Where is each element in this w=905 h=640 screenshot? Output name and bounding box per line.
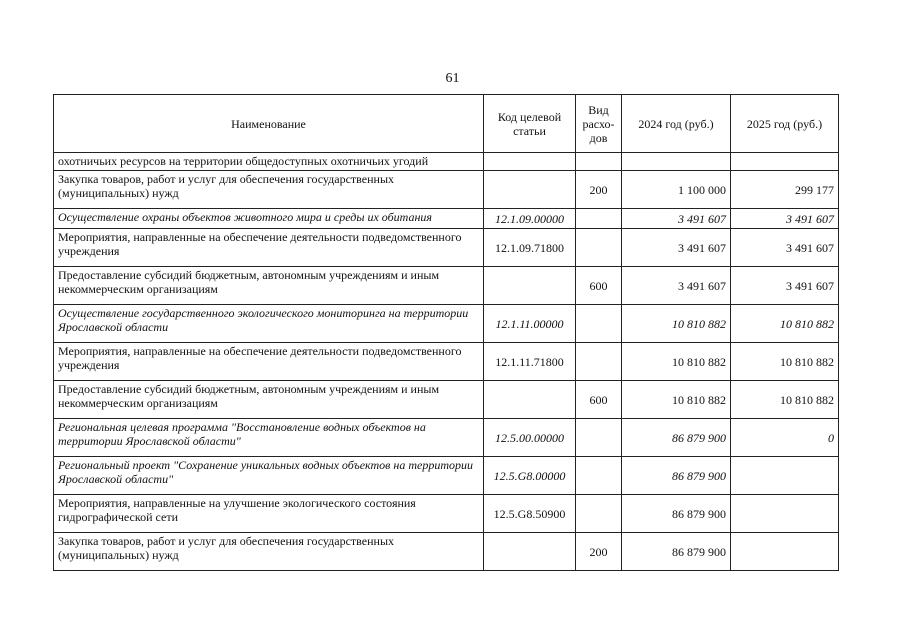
row-name-cell: Мероприятия, направленные на обеспечение деятельности подведомственного учреждения (54, 229, 484, 267)
table-row (54, 419, 839, 457)
header-vid: Вид расхо-дов (576, 95, 622, 153)
row-2025-cell: 10 810 882 (731, 381, 839, 419)
row-2025-cell: 3 491 607 (731, 229, 839, 267)
row-vid-cell (576, 229, 622, 267)
row-vid-cell: 200 (576, 533, 622, 571)
row-2024-cell: 86 879 900 (622, 533, 731, 571)
table-row (54, 229, 839, 267)
table-body (54, 153, 839, 571)
table-row (54, 267, 839, 305)
row-2024-cell: 86 879 900 (622, 495, 731, 533)
table-row (54, 305, 839, 343)
row-name-cell: Предоставление субсидий бюджетным, автономным учреждениям и иным некоммерческим организациям (54, 267, 484, 305)
row-code-cell: 12.1.09.00000 (484, 209, 576, 229)
row-2024-cell: 10 810 882 (622, 381, 731, 419)
row-2024-cell: 10 810 882 (622, 343, 731, 381)
row-code-cell (484, 267, 576, 305)
row-vid-cell (576, 305, 622, 343)
header-2025: 2025 год (руб.) (731, 95, 839, 153)
row-2024-cell: 86 879 900 (622, 457, 731, 495)
row-name-cell: Осуществление государственного экологического мониторинга на территории Ярославской области (54, 305, 484, 343)
row-vid-cell: 600 (576, 267, 622, 305)
row-2025-cell (731, 495, 839, 533)
row-code-cell (484, 533, 576, 571)
row-2025-cell: 10 810 882 (731, 343, 839, 381)
row-2024-cell: 1 100 000 (622, 171, 731, 209)
row-vid-cell (576, 495, 622, 533)
row-name-cell: Региональная целевая программа "Восстановление водных объектов на территории Ярославской области" (54, 419, 484, 457)
row-2025-cell: 0 (731, 419, 839, 457)
row-code-cell: 12.1.11.00000 (484, 305, 576, 343)
table-row (54, 457, 839, 495)
table-row (54, 381, 839, 419)
row-vid-cell (576, 419, 622, 457)
row-name-cell: Предоставление субсидий бюджетным, автономным учреждениям и иным некоммерческим организациям (54, 381, 484, 419)
row-code-cell: 12.1.11.71800 (484, 343, 576, 381)
row-2024-cell: 10 810 882 (622, 305, 731, 343)
row-2025-cell (731, 457, 839, 495)
row-vid-cell (576, 343, 622, 381)
table-header-row (54, 95, 839, 153)
row-2024-cell: 3 491 607 (622, 229, 731, 267)
header-code: Код целевой статьи (484, 95, 576, 153)
row-name-cell: Закупка товаров, работ и услуг для обеспечения государственных (муниципальных) нужд (54, 171, 484, 209)
table-row (54, 171, 839, 209)
table-row (54, 343, 839, 381)
table-row (54, 495, 839, 533)
row-code-cell: 12.5.00.00000 (484, 419, 576, 457)
row-code-cell (484, 171, 576, 209)
row-name-cell: Мероприятия, направленные на обеспечение деятельности подведомственного учреждения (54, 343, 484, 381)
table-row (54, 153, 839, 171)
row-vid-cell: 200 (576, 171, 622, 209)
row-vid-cell: 600 (576, 381, 622, 419)
table-row (54, 533, 839, 571)
row-vid-cell (576, 153, 622, 171)
row-2024-cell: 3 491 607 (622, 209, 731, 229)
budget-table (53, 94, 839, 571)
row-2025-cell: 10 810 882 (731, 305, 839, 343)
row-code-cell (484, 381, 576, 419)
row-2024-cell: 3 491 607 (622, 267, 731, 305)
row-code-cell: 12.5.G8.50900 (484, 495, 576, 533)
row-name-cell: охотничьих ресурсов на территории общедоступных охотничьих угодий (54, 153, 484, 171)
header-name: Наименование (54, 95, 484, 153)
row-name-cell: Региональный проект "Сохранение уникальных водных объектов на территории Ярославской области" (54, 457, 484, 495)
row-2025-cell (731, 533, 839, 571)
row-2025-cell: 3 491 607 (731, 267, 839, 305)
row-2024-cell (622, 153, 731, 171)
row-code-cell: 12.5.G8.00000 (484, 457, 576, 495)
row-code-cell (484, 153, 576, 171)
row-2025-cell: 3 491 607 (731, 209, 839, 229)
row-2025-cell (731, 153, 839, 171)
row-vid-cell (576, 457, 622, 495)
header-2024: 2024 год (руб.) (622, 95, 731, 153)
table-row (54, 209, 839, 229)
row-vid-cell (576, 209, 622, 229)
page-number: 61 (445, 71, 460, 86)
row-2025-cell: 299 177 (731, 171, 839, 209)
row-name-cell: Закупка товаров, работ и услуг для обеспечения государственных (муниципальных) нужд (54, 533, 484, 571)
row-2024-cell: 86 879 900 (622, 419, 731, 457)
row-name-cell: Мероприятия, направленные на улучшение экологического состояния гидрографической сети (54, 495, 484, 533)
row-name-cell: Осуществление охраны объектов животного мира и среды их обитания (54, 209, 484, 229)
row-code-cell: 12.1.09.71800 (484, 229, 576, 267)
